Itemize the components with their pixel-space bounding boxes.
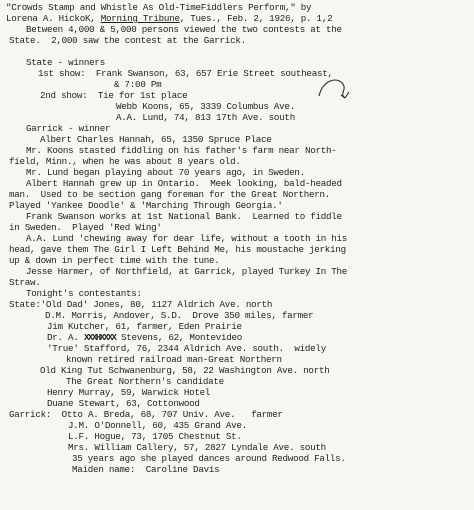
text-line: Old King Tut Schwanenburg, 58, 22 Washington Ave. north [40, 365, 330, 376]
newspaper-title: Morning Tribune [100, 13, 180, 24]
text-line: Webb Koons, 65, 3339 Columbus Ave. [116, 101, 295, 112]
text-line: Jim Kutcher, 61, farmer, Eden Prairie [47, 321, 242, 332]
text-line: 'True' Stafford, 76, 2344 Aldrich Ave. south. widely [47, 343, 326, 354]
text-line: Duane Stewart, 63, Cottonwood [47, 398, 200, 409]
text-line: Between 4,000 & 5,000 persons viewed the two contests at the [26, 24, 342, 35]
text-line: in Sweden. Played 'Red Wing' [9, 222, 162, 233]
text-line: L.F. Hogue, 73, 1705 Chestnut St. [68, 431, 242, 442]
text-line: Tonight's contestants: [26, 288, 142, 299]
text-line: Maiden name: Caroline Davis [72, 464, 220, 475]
text-line: State. 2,000 saw the contest at the Garrick. [9, 35, 246, 46]
text-line: The Great Northern's candidate [66, 376, 224, 387]
text-line: Stevens, 62, Montevideo [121, 332, 243, 343]
text-line: Garrick - winner [26, 123, 111, 134]
text-line: Henry Murray, 59, Warwick Hotel [47, 387, 211, 398]
text-line: up & down in perfect time with the tune. [9, 255, 220, 266]
text-line: Jesse Harmer, of Northfield, at Garrick, played Turkey In The [26, 266, 348, 277]
text-line: XXXHXXXX [84, 332, 116, 343]
text-line: head, gave them The Girl I Left Behind Me, his moustache jerking [9, 244, 346, 255]
text-line: 1st show: Frank Swanson, 63, 657 Erie Street southeast, [38, 68, 333, 79]
text-line: "Crowds Stamp and Whistle As Old-TimeFiddlers Perform," by [6, 2, 312, 13]
text-line: A.A. Lund 'chewing away for dear life, without a tooth in his [26, 233, 348, 244]
text-line: A.A. Lund, 74, 813 17th Ave. south [116, 112, 295, 123]
text-line: Mr. Koons stasted fiddling on his father's farm near North- [26, 145, 337, 156]
text-line: Frank Swanson works at 1st National Bank. Learned to fiddle [26, 211, 342, 222]
text-line: Lorena A. HickoK, Morning Tribune, Tues., Feb. 2, 1926, p. 1,2 [6, 13, 333, 24]
text-line: known retired railroad man-Great Northern [66, 354, 282, 365]
text-line: D.M. Morris, Andover, S.D. Drove 350 miles, farmer [45, 310, 314, 321]
text-line: Mr. Lund began playing about 70 years ago, in Sweden. [26, 167, 305, 178]
text-line: 35 years ago she played dances around Redwood Falls. [72, 453, 346, 464]
text-line: Albert Charles Hannah, 65, 1350 Spruce Place [40, 134, 272, 145]
text-line: J.M. O'Donnell, 60, 435 Grand Ave. [68, 420, 247, 431]
handwritten-arrow-mark [315, 74, 359, 108]
text-line: Mrs. William Callery, 57, 2827 Lyndale Ave. south [68, 442, 326, 453]
text-line: Played 'Yankee Doodle' & 'Marching Through Georgia.' [9, 200, 283, 211]
text-line: State - winners [26, 57, 105, 68]
text-line: Albert Hannah grew up in Ontario. Meek looking, bald-headed [26, 178, 342, 189]
text-line: field, Minn., when he was about 8 years old. [9, 156, 241, 167]
text-line: Garrick: Otto A. Breda, 68, 707 Univ. Ave. farmer [9, 409, 283, 420]
text-line: 2nd show: Tie for 1st place [40, 90, 188, 101]
text-line: & 7:00 Pm [114, 79, 162, 90]
text-line: Straw. [9, 277, 41, 288]
text-line: man. Used to be section gang foreman for the Great Northern. [9, 189, 331, 200]
text-line: State:'Old Dad' Jones, 80, 1127 Aldrich Ave. north [9, 299, 273, 310]
text-line: Dr. A. [47, 332, 79, 343]
